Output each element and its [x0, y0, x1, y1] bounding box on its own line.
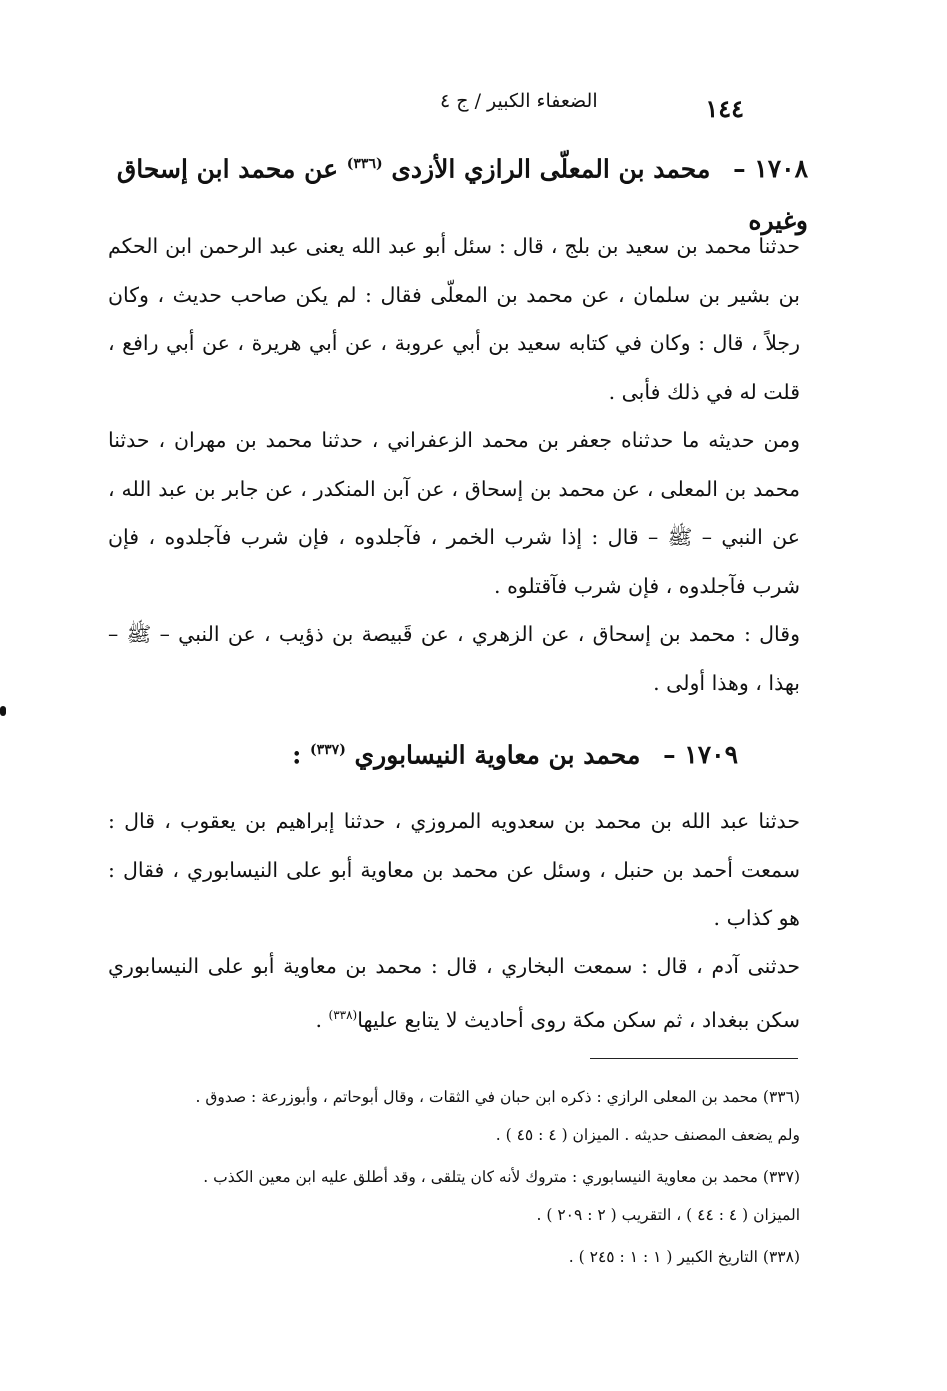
paragraph-text: حدثنى آدم ، قال : سمعت البخاري ، قال : محمد بن معاوية أبو على النيسابوري سكن ببغداد ، ثم سكن مكة روى أحاديث لا يتابع عليها	[108, 954, 800, 1032]
paragraph: حدثنا عبد الله بن محمد بن سعدويه المروزي ، حدثنا إبراهيم بن يعقوب ، قال : سمعت أحمد بن حنبل ، وسئل عن محمد بن معاوية أبو على النيسابوري ، فقال : هو كذاب .	[108, 809, 800, 930]
paragraph: وقال : محمد بن إسحاق ، عن الزهري ، عن قَبيصة بن ذؤيب ، عن النبي – ﷺ – بهذا ، وهذا أولى .	[108, 622, 800, 695]
scan-mark	[0, 706, 6, 716]
paragraph	[108, 942, 800, 1044]
footnote-line: ولم يضعف المصنف حديثه . الميزان ( ٤ : ٤٥ ) .	[495, 1126, 800, 1144]
entry-name: محمد بن معاوية النيسابوري	[354, 740, 641, 770]
footnote-line: (٣٣٧) محمد بن معاوية النيسابوري : متروك لأنه كان يتلقى ، وقد أطلق عليه ابن معين الكذب .	[203, 1168, 800, 1186]
paragraph: حدثنا محمد بن سعيد بن بلج ، قال : سئل أبو عبد الله يعنى عبد الرحمن ابن الحكم بن بشير بن سلمان ، عن محمد بن المعلّى فقال : لم يكن صاحب حديث ، وكان رجلاً ، قال : وكان في كتابه سعيد بن أبي عروبة ، عن أبي هريرة ، عن أبي رافع ، قلت له في ذلك فأبى .	[108, 234, 800, 404]
entry-heading-tail: عن محمد ابن إسحاق وغيره	[116, 154, 808, 236]
footnote-ref: (٣٣٧)	[310, 742, 346, 758]
entry-name: محمد بن المعلّى الرازي الأزدى	[391, 154, 711, 184]
footnote-line: (٣٣٨) التاريخ الكبير ( ١ : ١ : ٢٤٥ ) .	[568, 1248, 800, 1266]
entry-heading-tail: :	[292, 740, 302, 770]
paragraph: ومن حديثه ما حدثناه جعفر بن محمد الزعفراني ، حدثنا محمد بن مهران ، حدثنا محمد بن المعلى ، عن محمد بن إسحاق ، عن آبن المنكدر ، عن جابر بن عبد الله ، عن النبي – ﷺ – قال : إذا شرب الخمر ، فآجلدوه ، فإن شرب فآجلدوه ، فإن شرب فآجلدوه ، فإن شرب فآقتلوه .	[108, 428, 800, 598]
page-number: ١٤٤	[705, 94, 744, 123]
running-header	[110, 86, 800, 122]
footnote-ref: (٣٣٨)	[328, 1007, 358, 1022]
footnote-line: (٣٣٦) محمد بن المعلى الرازي : ذكره ابن حبان في الثقات ، وقال أبوحاتم ، وأبوزرعة : صدوق .	[195, 1088, 800, 1106]
entry-number: ١٧٠٨ –	[733, 154, 808, 184]
running-title: الضعفاء الكبير / ج ٤	[440, 90, 598, 112]
entry-number: ١٧٠٩ –	[663, 740, 738, 770]
footnote-line: الميزان ( ٤ : ٤٤ ) ، التقريب ( ٢ : ٢٠٩ ) .	[536, 1206, 800, 1224]
footnote-ref: (٣٣٦)	[346, 156, 383, 172]
entry-heading-1709	[108, 724, 738, 781]
footnote-divider	[590, 1058, 798, 1059]
paragraph-end: .	[315, 1007, 329, 1032]
